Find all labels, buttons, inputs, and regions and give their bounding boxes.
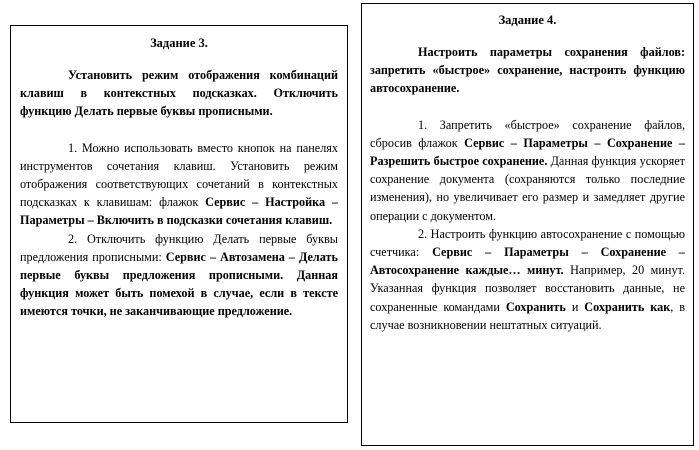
task-3-intro-text: Установить режим отображения комбинаций клавиш в контекстных подсказках. Отключить функцию Делать первые буквы прописными. — [20, 68, 338, 119]
task-4-item-1-note: Данная функция ускоряет сохранение документа (сохраняются только последние изменения), но увеличивает его размер и замедляет другие операции с документом. — [370, 154, 685, 223]
task-3-title: Задание 3. — [150, 36, 208, 50]
task-4-item-2-and: и — [565, 299, 585, 314]
task-3-item-2-command: Сервис – Автозамена – Делать первые буквы предложения прописными. — [20, 249, 338, 283]
task-4-item-2-note: Например, 20 минут. Указанная функция позволяет восстановить данные, не сохраненные командами — [370, 263, 685, 314]
task-3-item-1-text: 1. Можно использовать вместо кнопок на панелях инструментов сочетания клавиш. Установить режим отображения соответствующих сочетаний в контекстных подсказках к клавишам: флажок — [20, 140, 338, 210]
task-3-card — [10, 25, 348, 423]
task-4-item-2-end: , в случае возникновении нештатных ситуаций. — [370, 299, 685, 332]
task-4-item-1-command: Сервис – Параметры – Сохранение – Разрешить быстрое сохранение. — [370, 135, 685, 169]
task-3-intro — [20, 66, 338, 121]
task-4-item-1-text: 1. Запретить «быстрое» сохранение файлов, сбросив флажок — [370, 117, 685, 150]
spacer — [370, 98, 685, 116]
task-4-item-2-text: 2. Настроить функцию автосохранение с помощью счетчика: — [370, 226, 685, 260]
spacer — [20, 52, 338, 66]
spacer — [20, 121, 338, 139]
task-3-item-1-command: Сервис – Настройка – Параметры – Включить в подсказки сочетания клавиш. — [20, 195, 338, 228]
task-4-card — [361, 3, 694, 446]
task-3-item-2-note: Данная функция может быть помехой в случае, если в тексте имеются точки, не заканчивающие предложение. — [20, 268, 338, 319]
spacer — [370, 29, 685, 43]
task-4-item-1 — [370, 116, 685, 225]
task-3-item-2 — [20, 230, 338, 321]
task-4-item-2-command: Сервис – Параметры – Сохранение – Автосохранение каждые… минут. — [370, 245, 685, 278]
task-4-intro-text: Настроить параметры сохранения файлов: запретить «быстрое» сохранение, настроить функцию автосохранение. — [370, 45, 685, 96]
task-4-title: Задание 4. — [498, 13, 557, 27]
task-4-item-2-save: Сохранить — [505, 299, 566, 314]
task-3-item-2-text: 2. Отключить функцию Делать первые буквы предложения прописными: — [20, 231, 338, 264]
task-3-item-1 — [20, 139, 338, 230]
task-4-item-2 — [370, 225, 685, 334]
task-4-intro — [370, 43, 685, 98]
task-4-item-2-save-as: Сохранить как — [584, 299, 671, 314]
